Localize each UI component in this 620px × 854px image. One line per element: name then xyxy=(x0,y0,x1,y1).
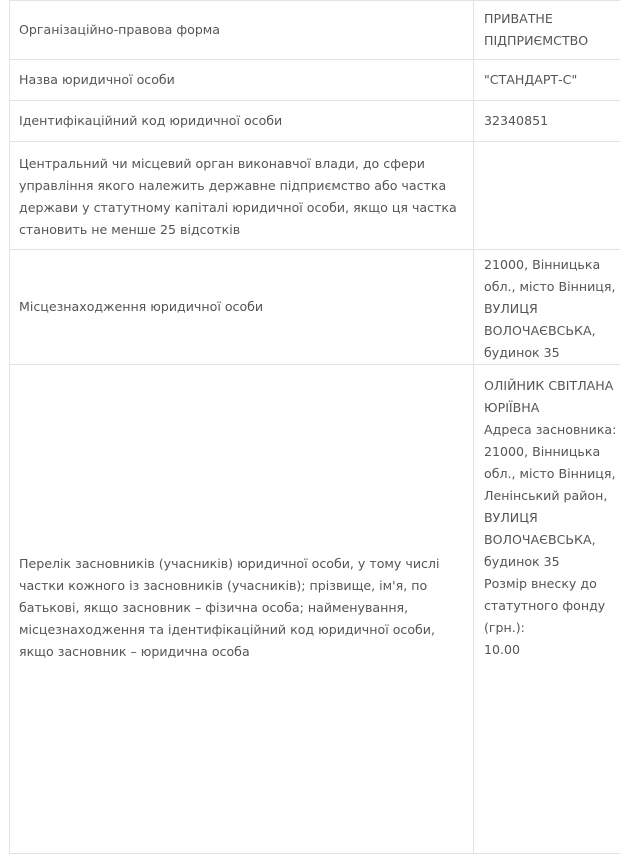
row-value-legal-form xyxy=(474,1,620,60)
founder-address-label: Адреса засновника: xyxy=(484,419,620,441)
row-label-founders: Перелік засновників (учасників) юридичної особи, у тому числі частки кожного із засновників (учасників); прізвище, ім'я, по батькові, якщо засновник – фізична особа; найменування, місцезнаходження та ідентифікаційний код юридичної особи, якщо засновник – юридична особа xyxy=(10,365,474,854)
row-value-governing-body xyxy=(474,142,620,250)
row-label-id-code: Ідентифікаційний код юридичної особи xyxy=(10,101,474,142)
row-value-location xyxy=(474,250,620,365)
table-row xyxy=(10,365,620,854)
row-label-governing-body: Центральний чи місцевий орган виконавчої влади, до сфери управління якого належить державне підприємство або частка держави у статутному капіталі юридичної особи, якщо ця частка становить не менше 25 відсотків xyxy=(10,142,474,250)
row-value-id-code: 32340851 xyxy=(474,101,620,142)
founder-name: ОЛІЙНИК СВІТЛАНА ЮРІЇВНА xyxy=(484,375,620,419)
row-label-location: Місцезнаходження юридичної особи xyxy=(10,250,474,365)
founder-address: 21000, Вінницька обл., місто Вінниця, Ленінський район, ВУЛИЦЯ ВОЛОЧАЄВСЬКА, будинок 35 xyxy=(484,441,620,573)
table-row xyxy=(10,101,620,142)
table-row xyxy=(10,60,620,101)
legal-form-value: ПРИВАТНЕ ПІДПРИЄМСТВО xyxy=(484,8,620,52)
founder-contribution: 10.00 xyxy=(484,639,620,661)
row-label-entity-name: Назва юридичної особи xyxy=(10,60,474,101)
row-value-founders xyxy=(474,365,620,854)
table-row xyxy=(10,142,620,250)
table-row xyxy=(10,1,620,60)
location-value: 21000, Вінницька обл., місто Вінниця, ВУЛИЦЯ ВОЛОЧАЄВСЬКА, будинок 35 xyxy=(484,254,620,364)
table-row xyxy=(10,250,620,365)
row-value-entity-name: "СТАНДАРТ-С" xyxy=(474,60,620,101)
founder-contribution-label: Розмір внеску до статутного фонду (грн.): xyxy=(484,573,620,639)
row-label-legal-form: Організаційно-правова форма xyxy=(10,1,474,60)
registry-info-table xyxy=(9,0,620,854)
